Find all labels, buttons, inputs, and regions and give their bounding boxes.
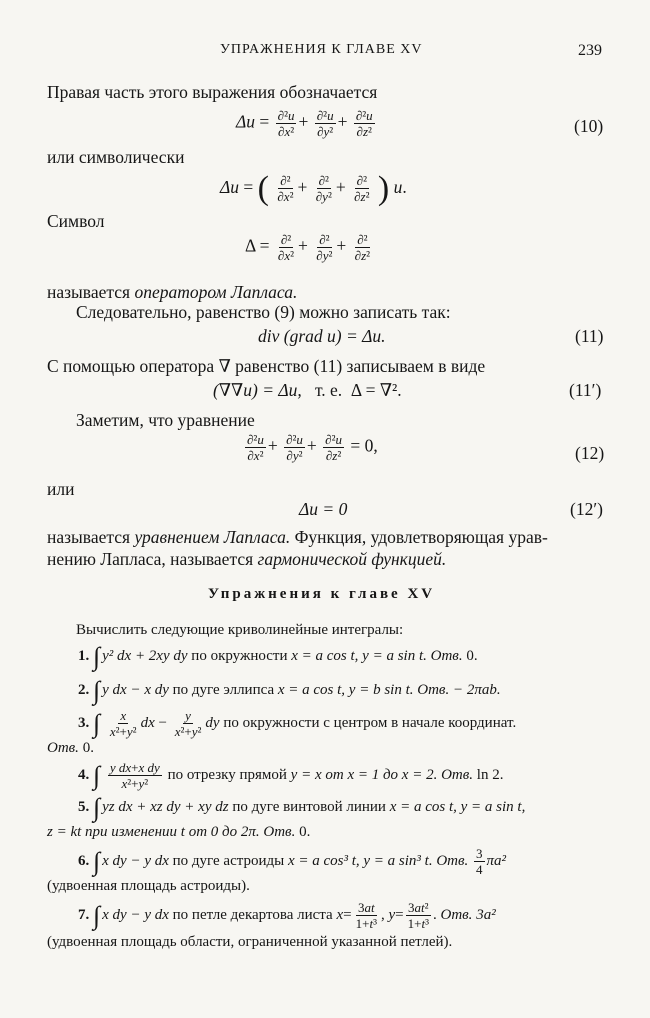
exercise-3-answer: Отв. 0. <box>47 740 94 756</box>
equation-number: (10) <box>574 116 604 136</box>
exercise-6: 6. ∫ x dy − y dx по дуге астроиды x = a cos³ t, y = a sin³ t. Отв. $\frac{3}{4}$ πa² <box>78 846 507 877</box>
equation-number: (12) <box>575 443 605 463</box>
equation-10: Δu = $\frac{\text{∂²u}}{\text{∂x²}}$ + $\frac{\text{∂²u}}{\text{∂y²}}$ + $\frac{\text{∂²u}}{\text{∂z²}}$ <box>236 108 373 139</box>
page-number: 239 <box>578 42 602 59</box>
paragraph: Правая часть этого выражения обозначается <box>47 82 378 102</box>
equation-12-prime: Δu = 0 <box>299 499 348 519</box>
equation-11-prime: (∇∇u) = Δu, т. е. Δ = ∇². <box>213 380 402 400</box>
equation-11: div (grad u) = Δu. <box>258 326 386 346</box>
paragraph: Символ <box>47 211 105 231</box>
equation-symbolic: Δu = ( $\frac{\text{∂²}}{\text{∂x²}}$ + $\frac{\text{∂²}}{\text{∂y²}}$ + $\frac{\text{∂²}}{\text{∂z²}}$ ) u. <box>220 170 407 207</box>
exercise-7: 7. ∫ x dy − y dx по петле декартова листа x= $\frac{3at}{\text{1+t³}}$ , y= $\frac{\text{3at²}}{\text{1+t³}}$ . Отв. 3a² <box>78 900 496 931</box>
paragraph: или символически <box>47 147 185 167</box>
exercise-4: 4. ∫ $\frac{\text{y dx+x dy}}{\text{x²+y²}}$ по отрезку прямой y = x от x = 1 до x = 2. Отв. ln 2. <box>78 760 504 791</box>
paragraph: Заметим, что уравнение <box>76 410 255 430</box>
exercise-3: 3. ∫ $\frac{x}{\text{x²+y²}}$ dx − $\frac{y}{\text{x²+y²}}$ dy по окружности с центром в начале координат. <box>78 708 517 739</box>
paragraph: называется уравнением Лапласа. Функция, удовлетворяющая урав- <box>47 527 548 547</box>
exercise-6-line2: (удвоенная площадь астроиды). <box>47 878 250 894</box>
paragraph: С помощью оператора ∇ равенство (11) записываем в виде <box>47 356 486 376</box>
section-title: Упражнения к главе XV <box>208 586 436 602</box>
equation-number: (12′) <box>570 499 603 519</box>
exercise-5: 5. ∫ yz dx + xz dy + xy dz по дуге винтовой линии x = a cos t, y = a sin t, <box>78 793 526 822</box>
equation-laplace-operator: Δ = $\frac{\text{∂²}}{\text{∂x²}}$ + $\frac{\text{∂²}}{\text{∂y²}}$ + $\frac{\text{∂²}}{\text{∂z²}}$ <box>245 232 371 263</box>
paragraph: называется оператором Лапласа. <box>47 282 298 302</box>
paragraph: нению Лапласа, называется гармонической функцией. <box>47 549 447 569</box>
exercises-intro: Вычислить следующие криволинейные интегралы: <box>76 622 404 638</box>
exercise-5-line2: z = kt при изменении t от 0 до 2π. Отв. 0. <box>47 824 311 840</box>
running-header: УПРАЖНЕНИЯ К ГЛАВЕ XV <box>220 42 423 57</box>
equation-12: $\frac{\text{∂²u}}{\text{∂x²}}$ + $\frac{\text{∂²u}}{\text{∂y²}}$ + $\frac{\text{∂²u}}{\text{∂z²}}$ = 0, <box>247 432 378 463</box>
equation-number: (11′) <box>569 380 602 400</box>
exercise-7-line2: (удвоенная площадь области, ограниченной указанной петлей). <box>47 934 453 950</box>
equation-number: (11) <box>575 326 604 346</box>
paragraph: или <box>47 479 75 499</box>
exercise-2: 2. ∫ y dx − x dy по дуге эллипса x = a cos t, y = b sin t. Отв. − 2πab. <box>78 676 501 705</box>
exercise-1: 1. ∫ y² dx + 2xy dy по окружности x = a cos t, y = a sin t. Отв. 0. <box>78 642 478 671</box>
paragraph: Следовательно, равенство (9) можно записать так: <box>76 302 451 322</box>
